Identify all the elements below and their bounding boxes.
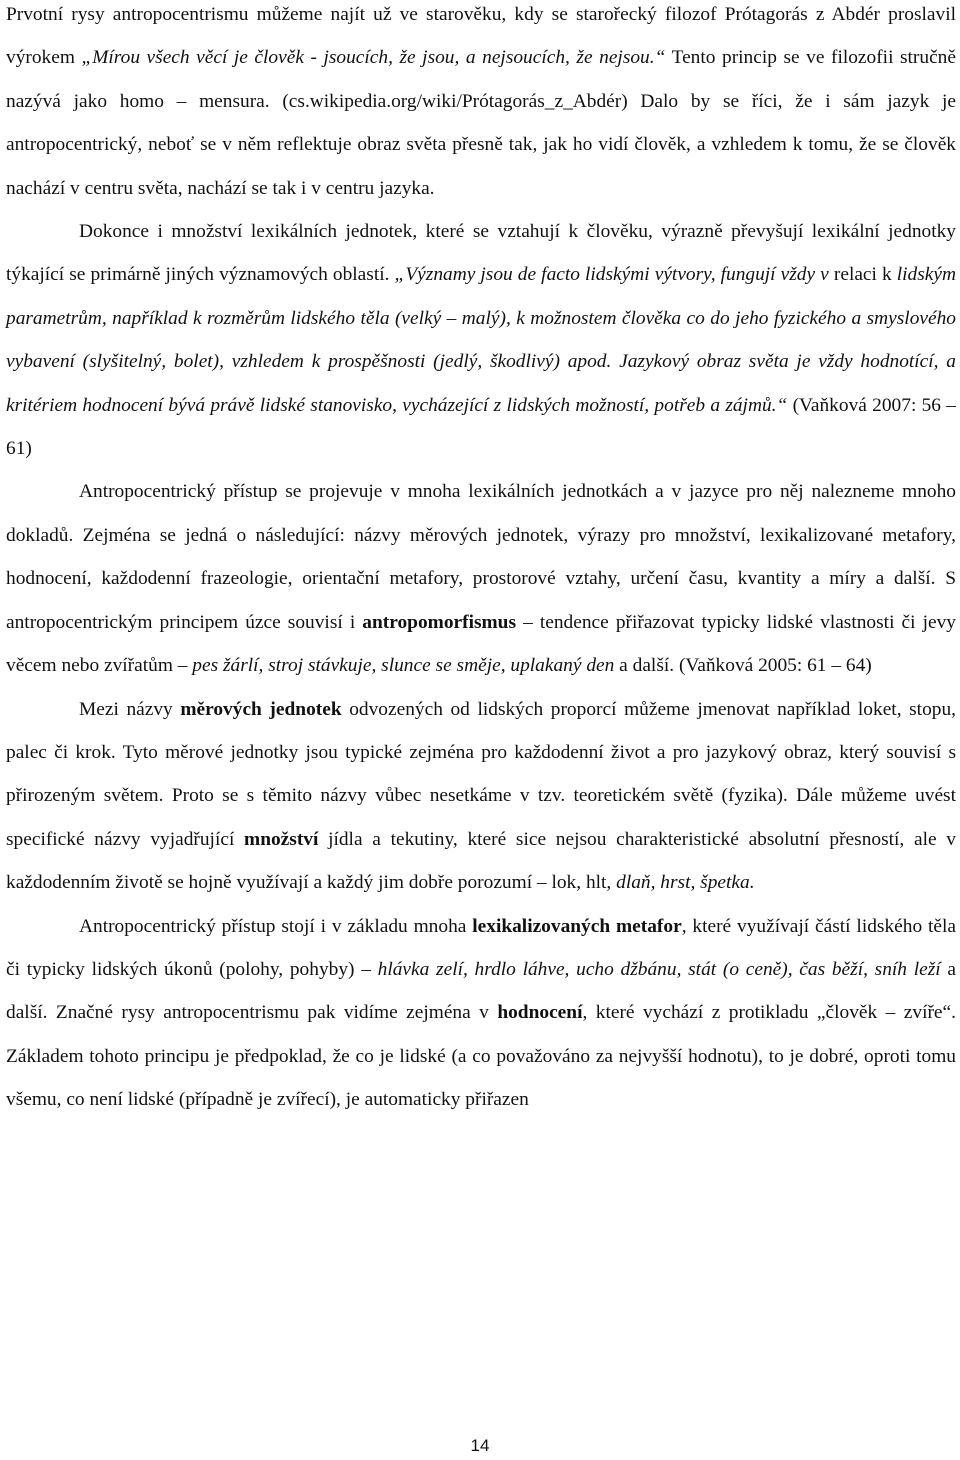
paragraph	[6, 688, 956, 905]
text-segment: Prvotní rysy antropocentrismu můžeme najít už ve starověku, kdy se starořecký filozof Prótagorás z Abdér proslavil výrokem	[6, 4, 956, 69]
text-segment: jídla a tekutiny, které sice nejsou charakteristické absolutní přesností, ale v každodenním životě se hojně využívají a každý jim dobře porozumí – lok, hlt,	[6, 828, 956, 894]
paragraph	[6, 470, 956, 687]
text-segment: lexikalizovaných metafor	[472, 915, 682, 937]
text-segment: antropomorfismus	[362, 611, 516, 633]
text-segment: , které využívají částí lidského těla či typicky lidských úkonů (polohy, pohyby) –	[6, 915, 956, 980]
text-segment: lidským parametrům, například k rozměrům lidského těla (velký – malý), k možnostem člověka co do jeho fyzického a smyslového vybavení (slyšitelný, bolet), vzhledem k prospěšnosti (jedlý, škodlivý) apod. Jazykový obraz světa je vždy hodnotící, a kritériem hodnocení bývá právě lidské stanovisko, vycházející z lidských možností, potřeb a zájmů.“	[6, 264, 957, 416]
text-segment: – tendence přiřazovat typicky lidské vlastnosti či jevy věcem nebo zvířatům –	[6, 611, 956, 677]
text-segment: pes žárlí, stroj stávkuje, slunce se směje, uplakaný den	[192, 655, 615, 677]
paragraph	[6, 0, 956, 210]
text-segment: Mezi názvy	[79, 698, 181, 720]
text-segment: odvozených od lidských proporcí můžeme jmenovat například loket, stopu, palec či krok. Tyto měrové jednotky jsou typické zejména pro každodenní život a pro jazykový obraz, který souvisí s přirozeným světem. Proto se s těmito názvy vůbec nesetkáme v tzv. teoretickém světě (fyzika). Dále můžeme uvést specifické názvy vyjadřující	[6, 698, 957, 850]
text-segment: (Vaňková 2007: 56 – 61)	[6, 394, 956, 460]
text-segment: „Mírou všech věcí je člověk - jsoucích, že jsou, a nejsoucích, že nejsou.“	[81, 47, 666, 69]
text-segment: relaci k	[833, 264, 897, 286]
text-segment: množství	[244, 828, 319, 850]
text-segment: Antropocentrický přístup se projevuje v mnoha lexikálních jednotkách a v jazyce pro něj nalezneme mnoho dokladů. Zejména se jedná o následující: názvy měrových jednotek, výrazy pro množství, lexikalizované metafory, hodnocení, každodenní frazeologie, orientační metafory, prostorové vztahy, určení času, kvantity a míry a další. S antropocentrickým principem úzce souvisí i	[6, 481, 956, 633]
document-page	[6, 0, 956, 1122]
text-segment: měrových jednotek	[180, 698, 342, 720]
text-segment: a další. Značné rysy antropocentrismu pak vidíme zejména v	[6, 958, 956, 1024]
text-segment: , které vychází z protikladu „člověk – zvíře“. Základem tohoto principu je předpoklad, že co je lidské (a co považováno za nejvyšší hodnotu), to je dobré, oproti tomu všemu, co není lidské (případně je zvířecí), je automaticky přiřazen	[6, 1002, 956, 1111]
text-segment: dlaň, hrst, špetka.	[616, 872, 755, 894]
text-segment: Tento princip se ve filozofii stručně nazývá jako homo – mensura. (cs.wikipedia.org/wiki/Prótagorás_z_Abdér) Dalo by se říci, že i sám jazyk je antropocentrický, neboť se v něm reflektuje obraz světa přesně tak, jak ho vidí člověk, a vzhledem k tomu, že se člověk nachází v centru světa, nachází se tak i v centru jazyka.	[6, 47, 956, 199]
paragraph	[6, 905, 956, 1122]
paragraph	[6, 210, 956, 470]
text-segment: „Významy jsou de facto lidskými výtvory, fungují vždy v	[394, 264, 834, 286]
text-segment: hodnocení	[497, 1002, 583, 1024]
text-segment: Antropocentrický přístup stojí i v základu mnoha	[79, 915, 473, 937]
text-segment: hlávka zelí, hrdlo láhve, ucho džbánu, stát (o ceně), čas běží, sníh leží	[377, 958, 941, 980]
page-number: 14	[470, 1436, 490, 1455]
text-segment: Dokonce i množství lexikálních jednotek, které se vztahují k člověku, výrazně převyšují lexikální jednotky týkající se primárně jiných významových oblastí.	[6, 221, 956, 286]
text-segment: a další. (Vaňková 2005: 61 – 64)	[614, 655, 872, 677]
